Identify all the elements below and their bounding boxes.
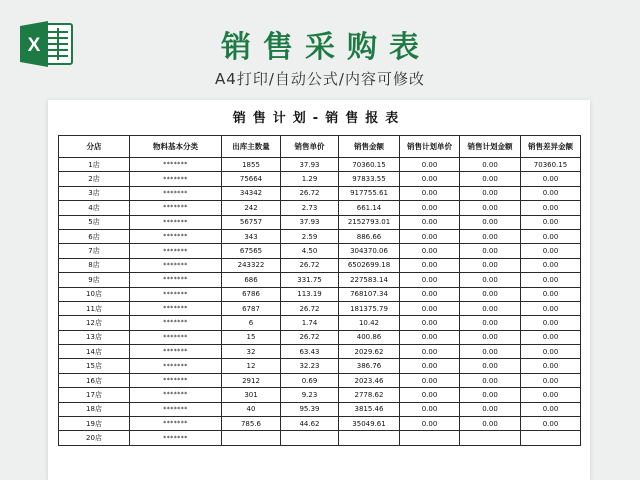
table-cell: 40 [222, 402, 281, 416]
column-header: 出库主数量 [222, 136, 281, 158]
table-cell: 12 [222, 359, 281, 373]
table-cell: 331.75 [281, 273, 339, 287]
column-header: 销售单价 [281, 136, 339, 158]
table-cell: 26.72 [281, 258, 339, 272]
table-cell: 0.00 [460, 345, 521, 359]
table-cell: ******* [130, 402, 222, 416]
table-cell: 0.00 [521, 186, 581, 200]
table-cell: 0.00 [521, 316, 581, 330]
table-cell: 0.00 [460, 402, 521, 416]
table-cell: 0.00 [400, 402, 460, 416]
table-cell: 1.29 [281, 172, 339, 186]
table-cell: 26.72 [281, 301, 339, 315]
table-cell: 0.00 [460, 330, 521, 344]
table-cell: 1.74 [281, 316, 339, 330]
table-cell: ******* [130, 273, 222, 287]
table-cell: 0.00 [521, 273, 581, 287]
table-row [59, 373, 581, 387]
table-cell: 10店 [59, 287, 130, 301]
table-cell: 343 [222, 229, 281, 243]
table-cell: 0.00 [460, 215, 521, 229]
table-cell: 34342 [222, 186, 281, 200]
table-cell: 0.00 [521, 172, 581, 186]
table-cell: 8店 [59, 258, 130, 272]
table-cell [400, 431, 460, 445]
column-header: 分店 [59, 136, 130, 158]
table-cell: 0.00 [460, 388, 521, 402]
table-row [59, 431, 581, 445]
table-cell: 400.86 [339, 330, 400, 344]
table-cell: 0.00 [400, 172, 460, 186]
table-cell: 2152793.01 [339, 215, 400, 229]
table-cell: 0.00 [460, 158, 521, 172]
page-title: 销售采购表 [221, 30, 431, 65]
column-header: 销售计划单价 [400, 136, 460, 158]
table-cell: 6787 [222, 301, 281, 315]
table-cell: 242 [222, 201, 281, 215]
sales-report-table [58, 135, 581, 446]
table-cell: 0.00 [521, 301, 581, 315]
table-cell: 56757 [222, 215, 281, 229]
excel-icon-letter: X [27, 35, 41, 56]
table-cell: ******* [130, 244, 222, 258]
table-cell: 0.00 [400, 388, 460, 402]
table-cell: 0.00 [521, 201, 581, 215]
table-cell: 63.43 [281, 345, 339, 359]
table-cell: 113.19 [281, 287, 339, 301]
table-cell [339, 431, 400, 445]
table-cell: 18店 [59, 402, 130, 416]
table-cell: 0.00 [400, 273, 460, 287]
table-cell: 0.00 [400, 244, 460, 258]
table-cell: 0.00 [400, 258, 460, 272]
table-cell: 1店 [59, 158, 130, 172]
table-cell: ******* [130, 287, 222, 301]
table-cell: 768107.34 [339, 287, 400, 301]
table-cell: 15 [222, 330, 281, 344]
table-cell: 0.00 [460, 244, 521, 258]
table-cell: ******* [130, 345, 222, 359]
table-cell: 0.00 [400, 301, 460, 315]
table-cell: 20店 [59, 431, 130, 445]
table-cell: 75664 [222, 172, 281, 186]
table-cell: ******* [130, 431, 222, 445]
table-row [59, 244, 581, 258]
table-cell: ******* [130, 359, 222, 373]
table-cell: 2029.62 [339, 345, 400, 359]
table-row [59, 402, 581, 416]
table-cell: 97833.55 [339, 172, 400, 186]
table-cell: 0.00 [460, 316, 521, 330]
table-cell: 661.14 [339, 201, 400, 215]
table-cell: ******* [130, 301, 222, 315]
table-cell: 0.00 [460, 229, 521, 243]
table-cell: 0.00 [521, 330, 581, 344]
table-cell: 3815.46 [339, 402, 400, 416]
table-cell [222, 431, 281, 445]
table-cell: 0.00 [460, 287, 521, 301]
table-cell: 0.00 [521, 229, 581, 243]
table-row [59, 258, 581, 272]
table-cell: ******* [130, 158, 222, 172]
table-cell: 0.00 [460, 201, 521, 215]
table-cell: 0.00 [521, 402, 581, 416]
table-cell: 0.00 [521, 287, 581, 301]
table-cell: 0.00 [521, 258, 581, 272]
table-cell: 4.50 [281, 244, 339, 258]
table-cell: 386.76 [339, 359, 400, 373]
table-row [59, 345, 581, 359]
table-row [59, 301, 581, 315]
table-cell: 26.72 [281, 186, 339, 200]
table-cell: 10.42 [339, 316, 400, 330]
table-cell: 3店 [59, 186, 130, 200]
table-cell: 2778.62 [339, 388, 400, 402]
table-row [59, 388, 581, 402]
table-cell: 1855 [222, 158, 281, 172]
table-row [59, 229, 581, 243]
table-cell: 0.00 [400, 345, 460, 359]
table-cell: 6 [222, 316, 281, 330]
table-cell: 70360.15 [339, 158, 400, 172]
table-row [59, 316, 581, 330]
table-cell: ******* [130, 201, 222, 215]
table-cell: 2.73 [281, 201, 339, 215]
table-cell: 0.00 [400, 359, 460, 373]
table-cell: 886.66 [339, 229, 400, 243]
table-row [59, 359, 581, 373]
table-cell: 243322 [222, 258, 281, 272]
table-cell: 0.00 [460, 417, 521, 431]
table-cell: 0.00 [521, 359, 581, 373]
table-row [59, 273, 581, 287]
table-cell: 0.00 [400, 330, 460, 344]
table-cell: ******* [130, 258, 222, 272]
table-cell: 181375.79 [339, 301, 400, 315]
table-cell: 686 [222, 273, 281, 287]
table-cell: 0.00 [460, 359, 521, 373]
table-cell: 0.00 [521, 417, 581, 431]
table-cell: 0.00 [400, 201, 460, 215]
table-cell: 12店 [59, 316, 130, 330]
table-cell: ******* [130, 186, 222, 200]
table-cell: 26.72 [281, 330, 339, 344]
table-cell: 0.00 [400, 316, 460, 330]
table-cell: 0.00 [400, 229, 460, 243]
table-cell: 70360.15 [521, 158, 581, 172]
table-cell: 227583.14 [339, 273, 400, 287]
table-cell: 0.00 [460, 301, 521, 315]
table-cell: 17店 [59, 388, 130, 402]
column-header: 销售金额 [339, 136, 400, 158]
table-cell: ******* [130, 316, 222, 330]
table-cell: 67565 [222, 244, 281, 258]
table-cell: 301 [222, 388, 281, 402]
table-cell: 2912 [222, 373, 281, 387]
table-cell: 35049.61 [339, 417, 400, 431]
table-cell: ******* [130, 417, 222, 431]
table-cell: 13店 [59, 330, 130, 344]
table-cell: 0.00 [400, 158, 460, 172]
table-cell: 0.00 [460, 373, 521, 387]
table-cell: 0.00 [460, 258, 521, 272]
table-cell: 0.00 [400, 186, 460, 200]
spreadsheet-preview [48, 100, 590, 480]
table-row [59, 330, 581, 344]
sheet-title: 销售计划-销售报表 [232, 111, 406, 126]
table-row [59, 158, 581, 172]
table-cell: 0.69 [281, 373, 339, 387]
table-cell [521, 431, 581, 445]
table-cell: 0.00 [400, 287, 460, 301]
table-cell: 5店 [59, 215, 130, 229]
column-header: 销售差异金额 [521, 136, 581, 158]
table-cell: 2023.46 [339, 373, 400, 387]
table-cell: ******* [130, 172, 222, 186]
table-cell: 6502699.18 [339, 258, 400, 272]
page-header [0, 0, 640, 100]
table-cell: 0.00 [521, 388, 581, 402]
table-header-row [59, 136, 581, 158]
table-cell: 32.23 [281, 359, 339, 373]
table-cell: 9.23 [281, 388, 339, 402]
table-cell: 0.00 [400, 373, 460, 387]
table-cell: 32 [222, 345, 281, 359]
table-cell [460, 431, 521, 445]
column-header: 销售计划金额 [460, 136, 521, 158]
table-cell: 0.00 [460, 273, 521, 287]
table-cell: 304370.06 [339, 244, 400, 258]
table-cell: ******* [130, 215, 222, 229]
table-cell [281, 431, 339, 445]
table-cell: 0.00 [460, 186, 521, 200]
table-cell: 785.6 [222, 417, 281, 431]
table-cell: 0.00 [521, 215, 581, 229]
table-cell: 16店 [59, 373, 130, 387]
table-cell: 0.00 [521, 244, 581, 258]
table-row [59, 215, 581, 229]
table-cell: 4店 [59, 201, 130, 215]
table-cell: 2.59 [281, 229, 339, 243]
table-cell: 11店 [59, 301, 130, 315]
table-cell: ******* [130, 330, 222, 344]
table-row [59, 417, 581, 431]
table-cell: ******* [130, 229, 222, 243]
table-row [59, 186, 581, 200]
table-cell: 0.00 [400, 417, 460, 431]
table-cell: 9店 [59, 273, 130, 287]
table-cell: 6店 [59, 229, 130, 243]
table-cell: 37.93 [281, 215, 339, 229]
table-cell: 2店 [59, 172, 130, 186]
table-cell: 917755.61 [339, 186, 400, 200]
table-cell: 0.00 [400, 215, 460, 229]
table-cell: 19店 [59, 417, 130, 431]
table-cell: 7店 [59, 244, 130, 258]
table-cell: ******* [130, 373, 222, 387]
table-cell: 0.00 [521, 373, 581, 387]
table-cell: 0.00 [460, 172, 521, 186]
table-cell: 44.62 [281, 417, 339, 431]
table-row [59, 172, 581, 186]
table-cell: 14店 [59, 345, 130, 359]
table-row [59, 287, 581, 301]
table-cell: 15店 [59, 359, 130, 373]
table-cell: 6786 [222, 287, 281, 301]
table-cell: 95.39 [281, 402, 339, 416]
table-row [59, 201, 581, 215]
table-cell: 0.00 [521, 345, 581, 359]
column-header: 物料基本分类 [130, 136, 222, 158]
table-cell: 37.93 [281, 158, 339, 172]
page-subtitle: A4打印/自动公式/内容可修改 [215, 70, 425, 88]
table-cell: ******* [130, 388, 222, 402]
